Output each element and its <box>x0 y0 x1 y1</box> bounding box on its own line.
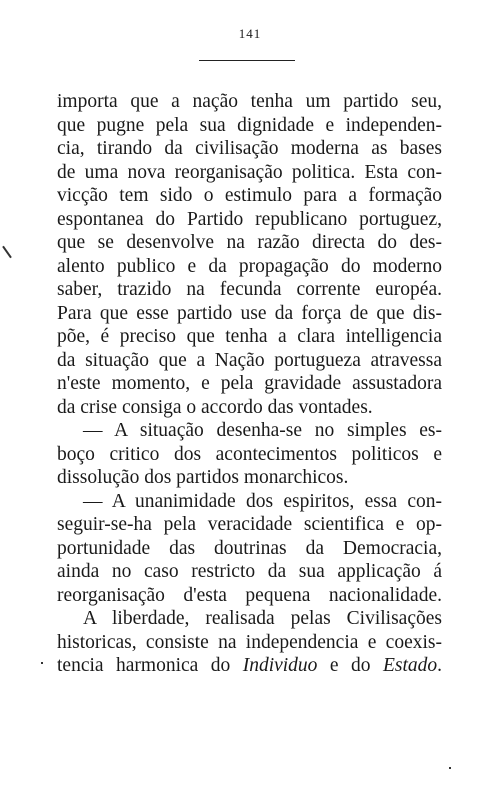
text-line: boço critico dos acontecimentos politicos e <box>57 443 442 465</box>
text-line: — A situação desenha-se no simples es- <box>83 420 442 441</box>
text-line: importa que a nação tenha um partido seu, <box>57 91 442 112</box>
text-line: vicção tem sido o estimulo para a formação <box>57 185 442 206</box>
text-line-final <box>57 654 442 678</box>
text-line: A liberdade, realisada pelas Civilisações <box>83 608 442 629</box>
text-line: ainda no caso restricto da sua applicação á <box>57 561 442 582</box>
header-rule <box>199 60 295 61</box>
text-line: historicas, consiste na independencia e coexis- <box>57 631 442 653</box>
text-segment: . <box>437 655 442 676</box>
text-line: reorganisação d'esta pequena nacionalidade. <box>57 584 442 606</box>
text-line: da situação que a Nação portugueza atravessa <box>57 349 442 371</box>
page-number: 141 <box>238 26 262 41</box>
text-line: dissolução dos partidos monarchicos. <box>57 467 349 488</box>
text-line: de uma nova reorganisação politica. Esta con- <box>57 161 442 183</box>
margin-mark <box>2 246 12 259</box>
italic-word-estado: Estado <box>382 655 438 676</box>
text-segment: e do <box>317 655 383 676</box>
text-line: seguir-se-ha pela veracidade scientifica e op- <box>57 514 442 535</box>
text-line: que pugne pela sua dignidade e independen- <box>57 114 442 136</box>
text-line: portunidade das doutrinas da Democracia, <box>57 537 442 559</box>
margin-mark <box>449 767 451 769</box>
text-line: Para que esse partido use da força de que dis- <box>57 302 442 324</box>
margin-mark <box>41 662 43 664</box>
text-segment: tencia harmonica do <box>57 655 243 676</box>
text-line: da crise consiga o accordo das vontades. <box>57 396 373 418</box>
text-line: n'este momento, e pela gravidade assustadora <box>57 373 442 394</box>
italic-word-individuo: Individuo <box>242 655 318 676</box>
text-line: alento publico e da propagação do moderno <box>57 255 442 277</box>
text-line: que se desenvolve na razão directa do des- <box>57 232 442 253</box>
text-line: põe, é preciso que tenha a clara intelligencia <box>57 326 442 347</box>
text-line: — A unanimidade dos espiritos, essa con- <box>83 490 442 512</box>
body-text <box>57 90 442 678</box>
text-line: saber, trazido na fecunda corrente européa. <box>57 279 442 300</box>
text-line: cia, tirando da civilisação moderna as bases <box>57 138 442 159</box>
text-line: espontanea do Partido republicano portuguez, <box>57 208 442 230</box>
